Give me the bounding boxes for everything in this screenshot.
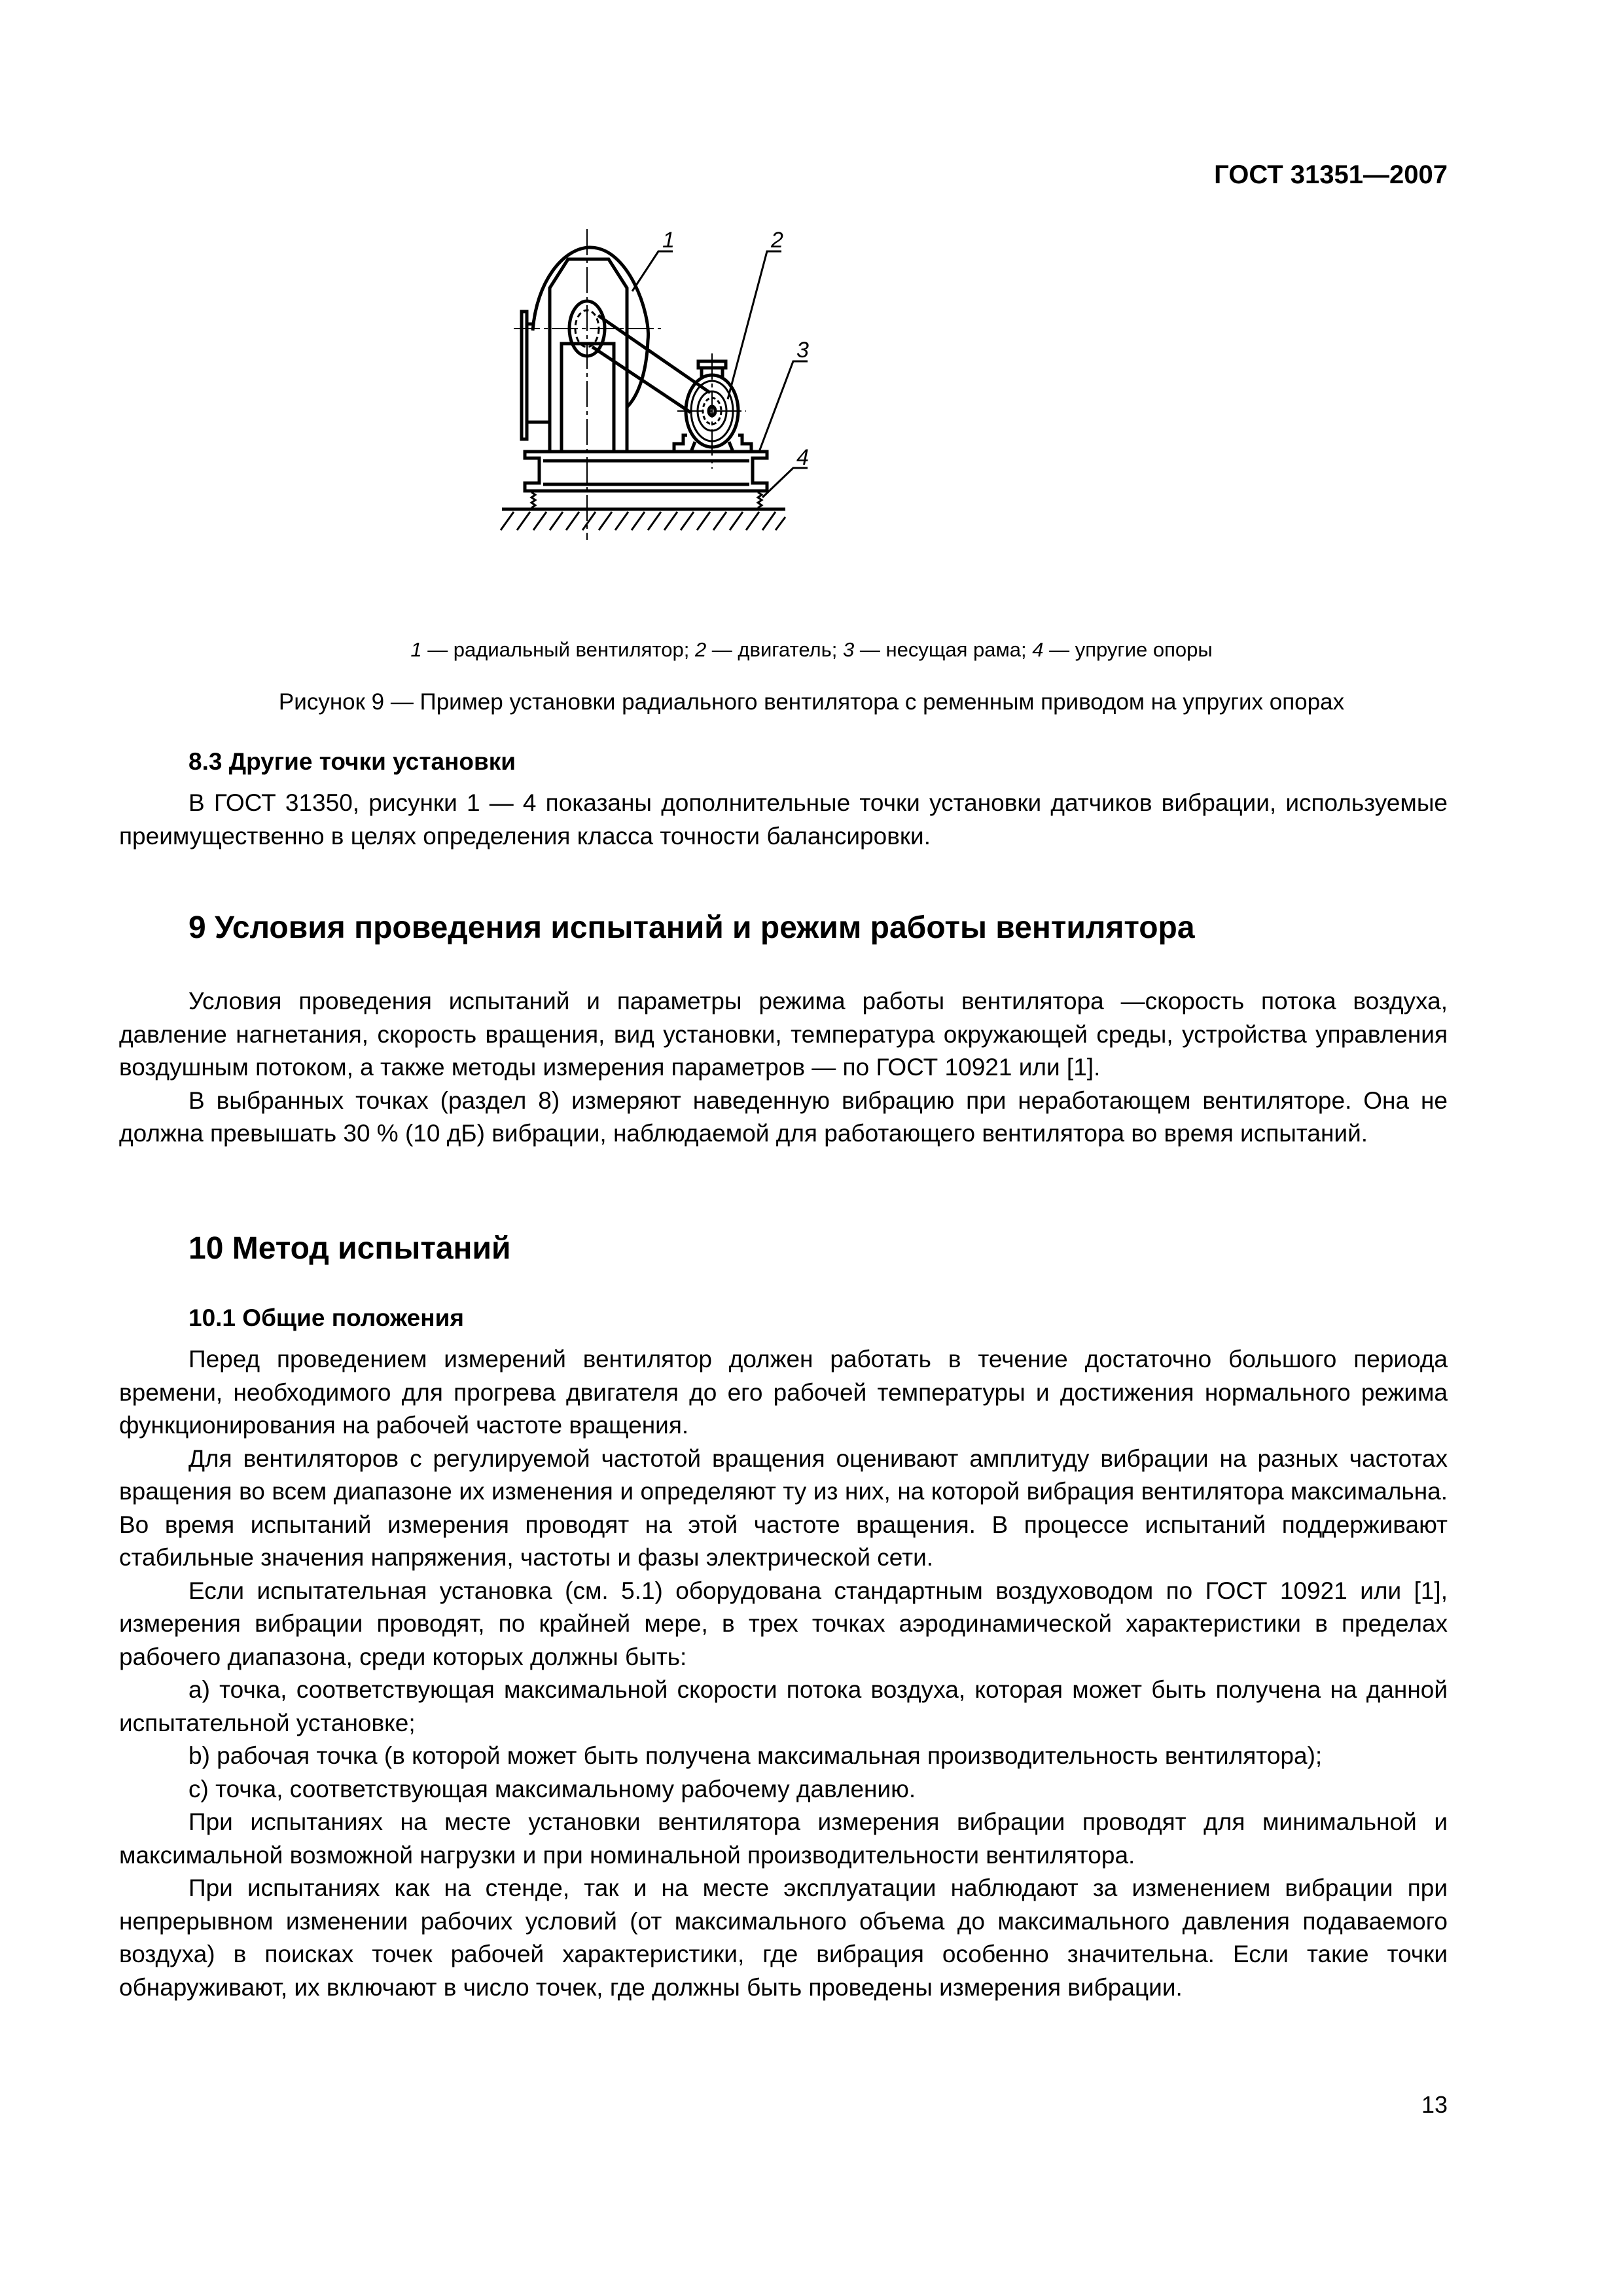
section-8-3-body <box>119 787 1448 853</box>
section-heading-8-3: 8.3 Другие точки установки <box>188 748 516 775</box>
callout-1: 1 <box>662 228 675 253</box>
ground-hatching <box>501 509 785 530</box>
paragraph: В выбранных точках (раздел 8) измеряют наведенную вибрацию при неработающем вентиляторе. Она не должна превышать 30 % (10 дБ) вибрации, наблюдаемой для работающего вентилятора во время испытаний. <box>119 1086 1448 1147</box>
legend-num: 2 <box>694 638 707 661</box>
section-heading-10-1: 10.1 Общие положения <box>188 1304 464 1331</box>
paragraph: Для вентиляторов с регулируемой частотой вращения оценивают амплитуду вибрации на разных частотах вращения во всем диапазоне их изменения и определяют ту из них, на которой вибрация вентилятора максимальна. Во время испытаний измерения проводят на этой частоте вращения. В процессе испытаний поддерживают стабильные значения напряжения, частоты и фазы электрической сети. <box>119 1444 1448 1571</box>
support-frame <box>525 452 767 491</box>
paragraph: Условия проведения испытаний и параметры режима работы вентилятора —скорость потока воздуха, давление нагнетания, скорость вращения, вид установки, температура окружающей среды, устройства управления воздушным потоком, а также методы измерения параметров — по ГОСТ 10921 или [1]. <box>119 988 1448 1081</box>
paragraph: В ГОСТ 31350, рисунки 1 — 4 показаны дополнительные точки установки датчиков вибрации, используемые преимущественно в целях определения класса точности балансировки. <box>119 789 1448 850</box>
belt-lower <box>592 347 690 412</box>
callout-4: 4 <box>796 445 809 470</box>
fan-installation-diagram <box>491 209 1080 615</box>
spring-left-icon <box>531 492 535 508</box>
legend-num: 1 <box>410 638 422 661</box>
legend-text: — несущая рама; <box>854 638 1033 661</box>
document-id-header: ГОСТ 31351—2007 <box>1214 160 1448 189</box>
paragraph: Перед проведением измерений вентилятор должен работать в течение достаточно большого периода времени, необходимого для прогрева двигателя до его рабочей температуры и достижения нормального режима функционирования на рабочей частоте вращения. <box>119 1346 1448 1439</box>
radial-fan <box>522 247 648 452</box>
section-9-body <box>119 985 1448 1151</box>
paragraph: При испытаниях как на стенде, так и на месте эксплуатации наблюдают за изменением вибрации при непрерывном изменении рабочих условий (от максимального объема до максимального давления подаваемого воздуха) в поисках точек рабочей характеристики, где вибрация особенно значительна. Если такие точки обнаруживают, их включают в число точек, где должны быть проведены измерения вибрации. <box>119 1874 1448 2001</box>
spring-right-icon <box>758 492 762 508</box>
legend-num: 3 <box>843 638 855 661</box>
list-item-b: b) рабочая точка (в которой может быть получена максимальная производительность вентилятора); <box>188 1742 1323 1769</box>
figure-caption: Рисунок 9 — Пример установки радиального вентилятора с ременным приводом на упругих опорах <box>278 689 1345 715</box>
legend-text: — упругие опоры <box>1043 638 1213 661</box>
page-number: 13 <box>1421 2091 1448 2118</box>
callout-3: 3 <box>796 338 809 363</box>
section-heading-9: 9 Условия проведения испытаний и режим работы вентилятора <box>188 910 1195 945</box>
callout-2: 2 <box>771 228 783 253</box>
paragraph: Если испытательная установка (см. 5.1) оборудована стандартным воздуховодом по ГОСТ 10921 или [1], измерения вибрации проводят, по крайней мере, в трех точках аэродинамической характеристики в пределах рабочего диапазона, среди которых должны быть: <box>119 1577 1448 1670</box>
figure-legend <box>0 638 1623 662</box>
section-heading-10: 10 Метод испытаний <box>188 1231 511 1266</box>
paragraph: При испытаниях на месте установки вентилятора измерения вибрации проводят для минимальной и максимальной возможной нагрузки и при номинальной производительности вентилятора. <box>119 1808 1448 1869</box>
legend-text: — радиальный вентилятор; <box>421 638 695 661</box>
section-10-1-body <box>119 1343 1448 2004</box>
list-item-c: c) точка, соответствующая максимальному рабочему давлению. <box>188 1775 916 1803</box>
legend-num: 4 <box>1032 638 1044 661</box>
list-item-a: a) точка, соответствующая максимальной скорости потока воздуха, которая может быть получена на данной испытательной установке; <box>119 1676 1448 1736</box>
legend-text: — двигатель; <box>706 638 843 661</box>
